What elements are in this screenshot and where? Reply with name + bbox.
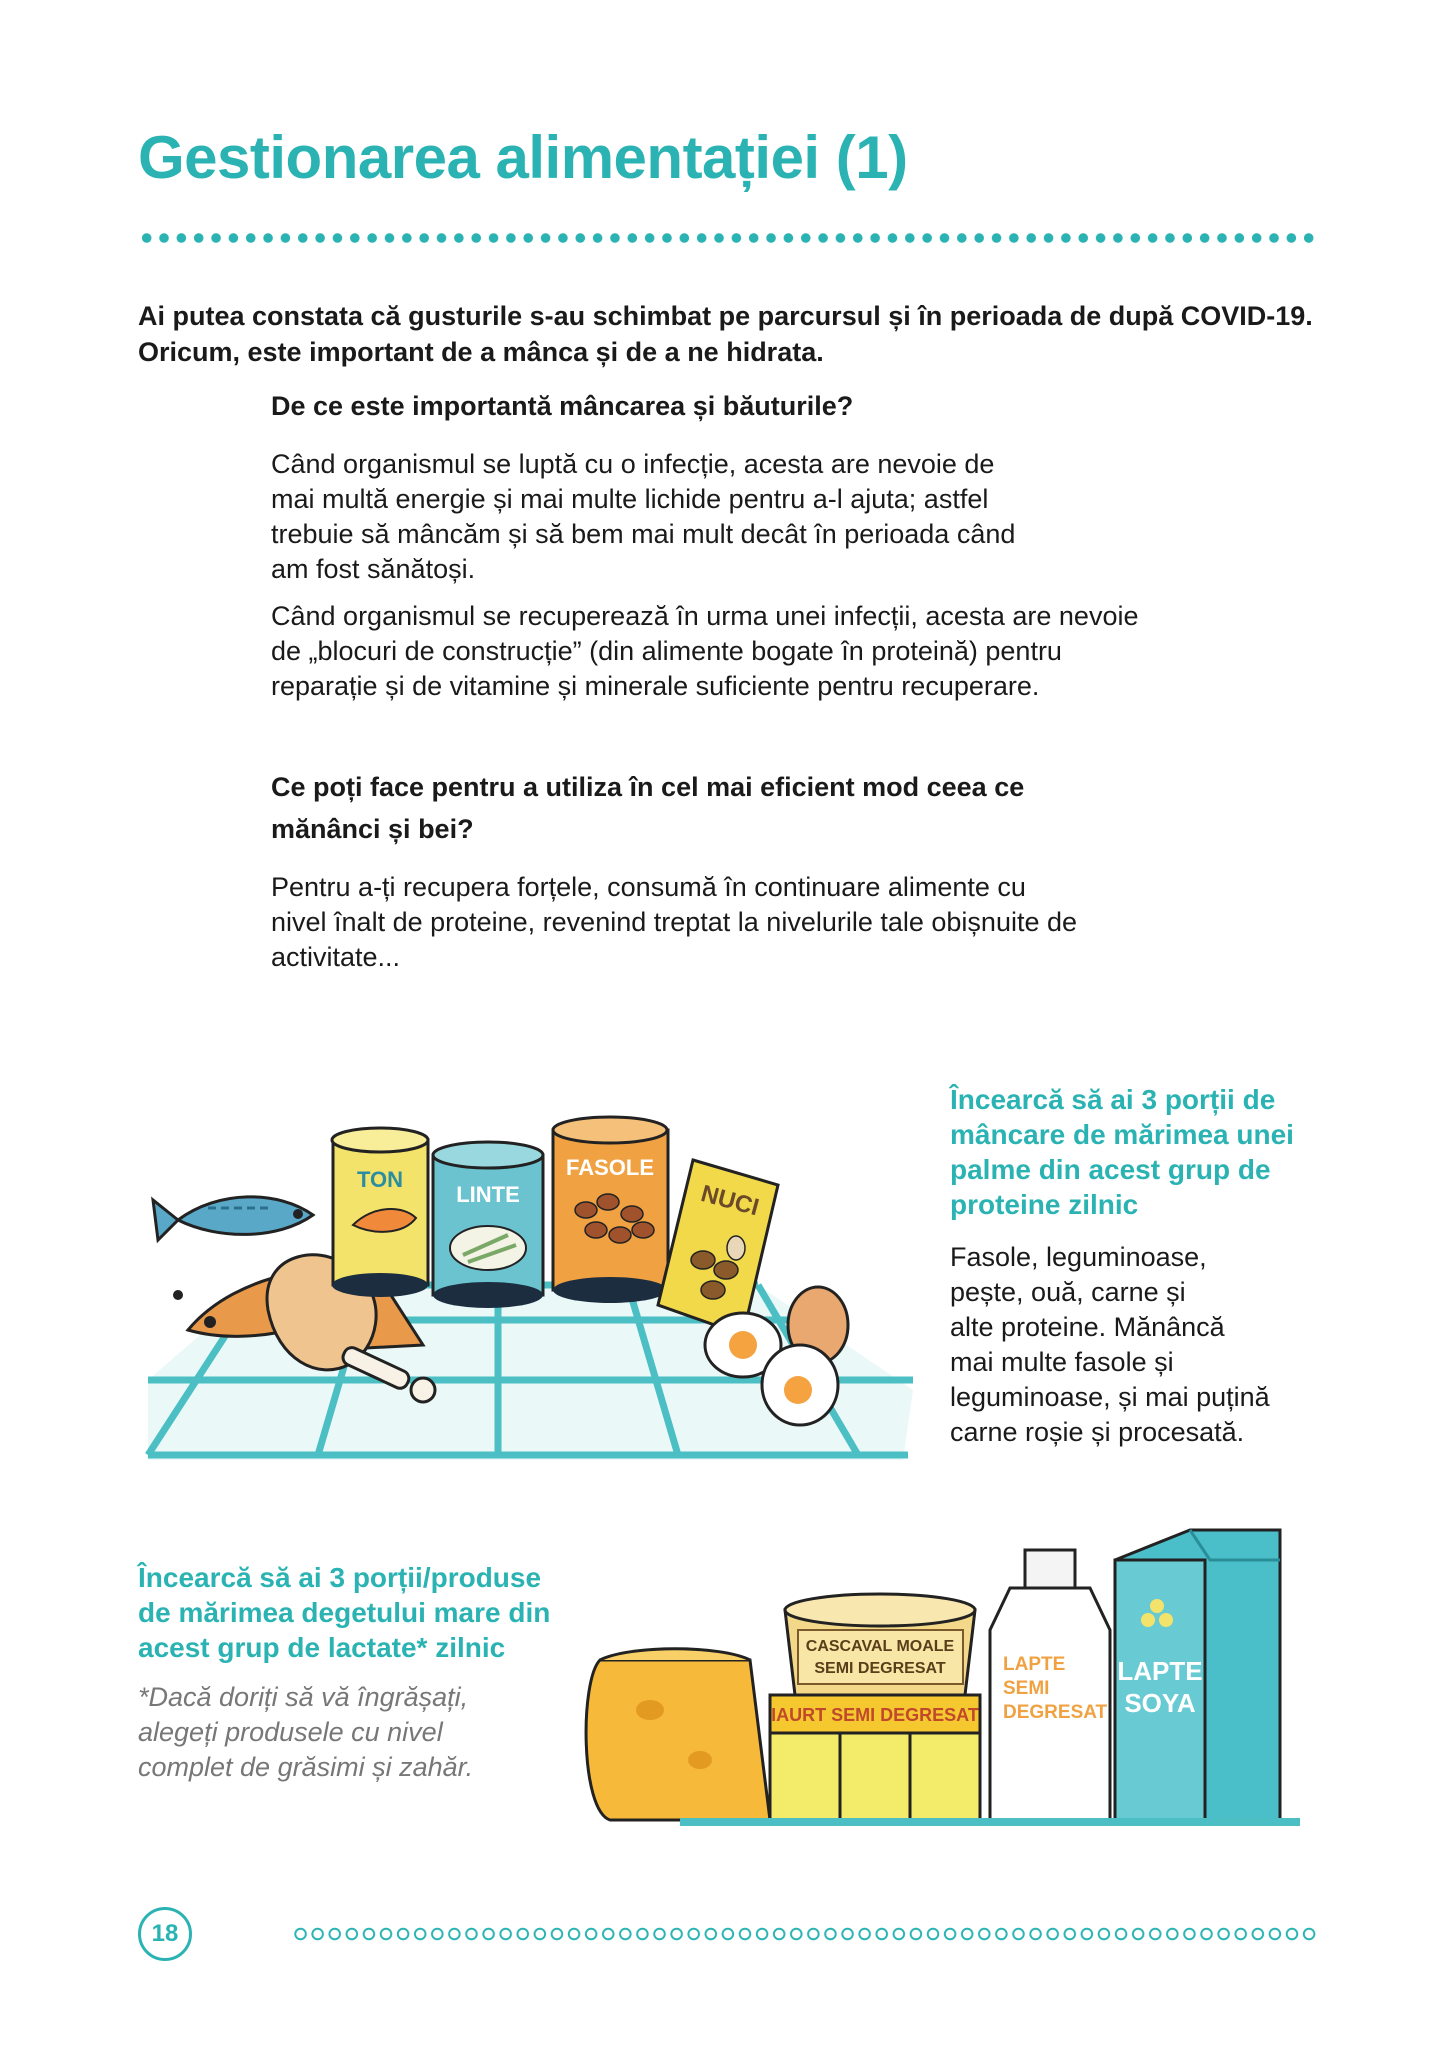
nuts-label: NUCI: [698, 1180, 762, 1222]
blue-fish-icon: [153, 1197, 313, 1240]
lentils-label: LINTE: [456, 1182, 520, 1207]
milk-label-line1: LAPTE: [1003, 1654, 1066, 1675]
dairy-note: *Dacă doriți să vă îngrășați, alegeți produsele cu nivel complet de grăsimi și zahăr.: [138, 1682, 474, 1782]
protein-description: Fasole, leguminoase, pește, ouă, carne și alte proteine. Mănâncă mai multe fasole și leguminoase, și mai puțină carne roșie și procesată.: [950, 1242, 1270, 1447]
milk-label-line3: DEGRESAT: [1003, 1702, 1108, 1723]
milk-label-line2: SEMI: [1003, 1678, 1050, 1699]
protein-heading: Încearcă să ai 3 porții de mâncare de mărimea unei palme din acest grup de proteine zilnic: [950, 1084, 1294, 1220]
dairy-heading: Încearcă să ai 3 porții/produse de mărimea degetului mare din acest grup de lactate* zilnic: [138, 1562, 551, 1663]
section2-heading-line2: mănânci și bei?: [271, 814, 474, 844]
milk-bottle-icon: [990, 1550, 1110, 1820]
soy-label-line1: LAPTE: [1117, 1656, 1203, 1686]
footer-dotted-line: [292, 1926, 1318, 1942]
yogurt-pack-icon: [770, 1695, 980, 1820]
intro-text: Ai putea constata că gusturile s-au schimbat pe parcursul și în perioada de după COVID-19. Oricum, este important de a mânca și de a ne hidrata.: [138, 301, 1313, 367]
soft-cheese-label-line2: SEMI DEGRESAT: [814, 1660, 946, 1677]
soy-milk-carton-icon: [1115, 1530, 1280, 1820]
section1-paragraph-1: Când organismul se luptă cu o infecție, acesta are nevoie de mai multă energie și mai multe lichide pentru a-l ajuta; astfel trebuie să mâncăm și să bem mai mult decât în perioada când am fost sănătoși.: [271, 449, 1016, 584]
section1-paragraph-2: Când organismul se recuperează în urma unei infecții, acesta are nevoie de „blocuri de construcție” (din alimente bogate în proteină) pentru reparație și de vitamine și minerale suficiente pentru recuperare.: [271, 601, 1139, 701]
section2-paragraph: Pentru a-ți recupera forțele, consumă în continuare alimente cu nivel înalt de proteine, revenind treptat la nivelurile tale obișnuite de activitate...: [271, 872, 1078, 972]
soft-cheese-tub-icon: [785, 1594, 975, 1695]
beans-label: FASOLE: [565, 1155, 655, 1180]
dairy-foods-illustration: [570, 1520, 1330, 1830]
tuna-can-icon: [332, 1128, 428, 1297]
page-number: 18: [138, 1907, 192, 1961]
soft-cheese-label-line1: CASCAVAL MOALE: [805, 1638, 955, 1655]
section2-heading-line1: Ce poți face pentru a utiliza în cel mai eficient mod ceea ce: [271, 772, 1025, 802]
lentils-can-icon: [433, 1142, 543, 1308]
yogurt-label: IAURT SEMI DEGRESAT: [771, 1705, 979, 1725]
dotted-divider: [138, 232, 1318, 244]
beans-can-icon: [553, 1117, 668, 1303]
protein-foods-illustration: [138, 1090, 918, 1470]
section1-heading: De ce este importantă mâncarea și băuturile?: [271, 391, 854, 421]
tuna-label: TON: [356, 1167, 404, 1192]
cheese-icon: [586, 1649, 770, 1820]
soy-label-line2: SOYA: [1124, 1688, 1196, 1718]
page-title: Gestionarea alimentației (1): [138, 124, 908, 191]
